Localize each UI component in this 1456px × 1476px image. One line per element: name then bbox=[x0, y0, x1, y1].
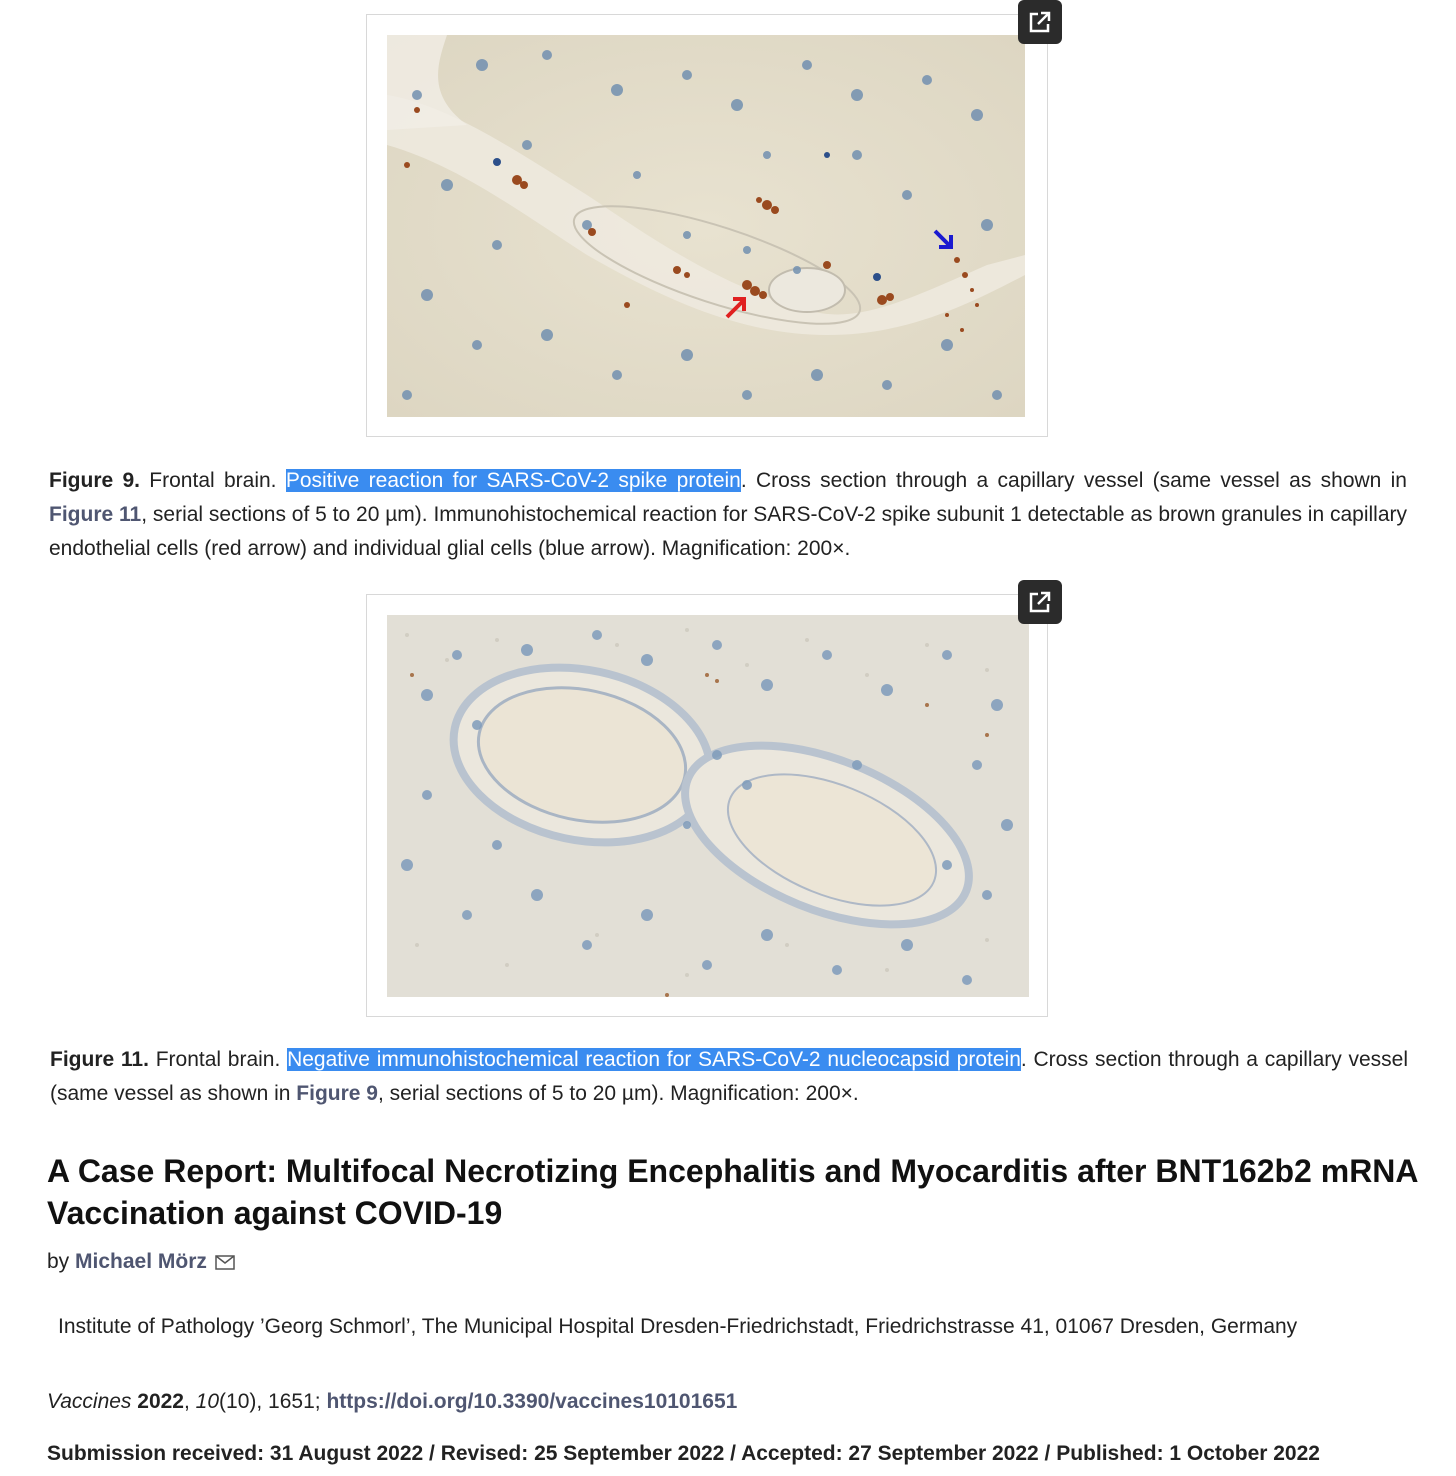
figure-9-expand-button[interactable] bbox=[1018, 0, 1062, 44]
journal-volume: 10 bbox=[195, 1390, 220, 1413]
figure-9-label: Figure 9. bbox=[49, 469, 140, 492]
journal-issue-pages: (10), 1651; bbox=[219, 1390, 327, 1413]
figure-9-text-1: Frontal brain. bbox=[140, 469, 286, 492]
figure-11-expand-button[interactable] bbox=[1018, 580, 1062, 624]
open-external-icon bbox=[1026, 8, 1054, 36]
figure-11-highlight: Negative immunohistochemical reaction for SARS-CoV-2 nucleocapsid protein bbox=[287, 1048, 1021, 1071]
figure-11-link[interactable]: Figure 11 bbox=[49, 503, 142, 526]
figure-9-image[interactable] bbox=[387, 35, 1025, 417]
figure-11-caption bbox=[50, 1043, 1408, 1111]
figure-11-label: Figure 11. bbox=[50, 1048, 149, 1071]
figure-9-frame bbox=[366, 14, 1048, 437]
open-external-icon bbox=[1026, 588, 1054, 616]
article-title: A Case Report: Multifocal Necrotizing Encephalitis and Myocarditis after BNT162b2 mRNA Vaccination against COVID-19 bbox=[47, 1153, 1418, 1231]
mail-icon[interactable] bbox=[215, 1252, 235, 1276]
byline bbox=[47, 1250, 235, 1276]
figure-9-link[interactable]: Figure 9 bbox=[296, 1082, 378, 1105]
figure-11-text-3: , serial sections of 5 to 20 µm). Magnification: 200×. bbox=[377, 1082, 859, 1105]
submission-dates: Submission received: 31 August 2022 / Revised: 25 September 2022 / Accepted: 27 September 2022 / Published: 1 October 2022 bbox=[47, 1442, 1320, 1465]
figure-11-text-1: Frontal brain. bbox=[148, 1048, 288, 1071]
figure-9-caption bbox=[49, 464, 1407, 566]
figure-9-text-3: , serial sections of 5 to 20 µm). Immunohistochemical reaction for SARS-CoV-2 spike subunit 1 detectable as brown granules in capillary endothelial cells (red arrow) and individual glial cells (blue arrow). Magnification: 200×. bbox=[49, 503, 1408, 560]
byline-prefix: by bbox=[47, 1250, 76, 1273]
figure-11-frame bbox=[366, 594, 1048, 1017]
doi-link[interactable]: https://doi.org/10.3390/vaccines10101651 bbox=[326, 1390, 738, 1413]
citation: Vaccines 2022, 10(10), 1651; https://doi.org/10.3390/vaccines10101651 bbox=[47, 1390, 738, 1413]
figure-9-text-2: . Cross section through a capillary vessel (same vessel as shown in bbox=[740, 469, 1407, 492]
figure-11-text-2: . Cross section through a capillary vessel (same vessel as shown in bbox=[50, 1048, 1409, 1105]
affiliation: Institute of Pathology ’Georg Schmorl’, The Municipal Hospital Dresden-Friedrichstadt, Friedrichstrasse 41, 01067 Dresden, Germany bbox=[58, 1315, 1298, 1338]
figure-11-image[interactable] bbox=[387, 615, 1029, 997]
journal-name: Vaccines bbox=[47, 1390, 132, 1413]
journal-year: 2022 bbox=[131, 1390, 184, 1413]
figure-9-highlight: Positive reaction for SARS-CoV-2 spike protein bbox=[285, 469, 741, 492]
author-link[interactable]: Michael Mörz bbox=[75, 1250, 207, 1273]
